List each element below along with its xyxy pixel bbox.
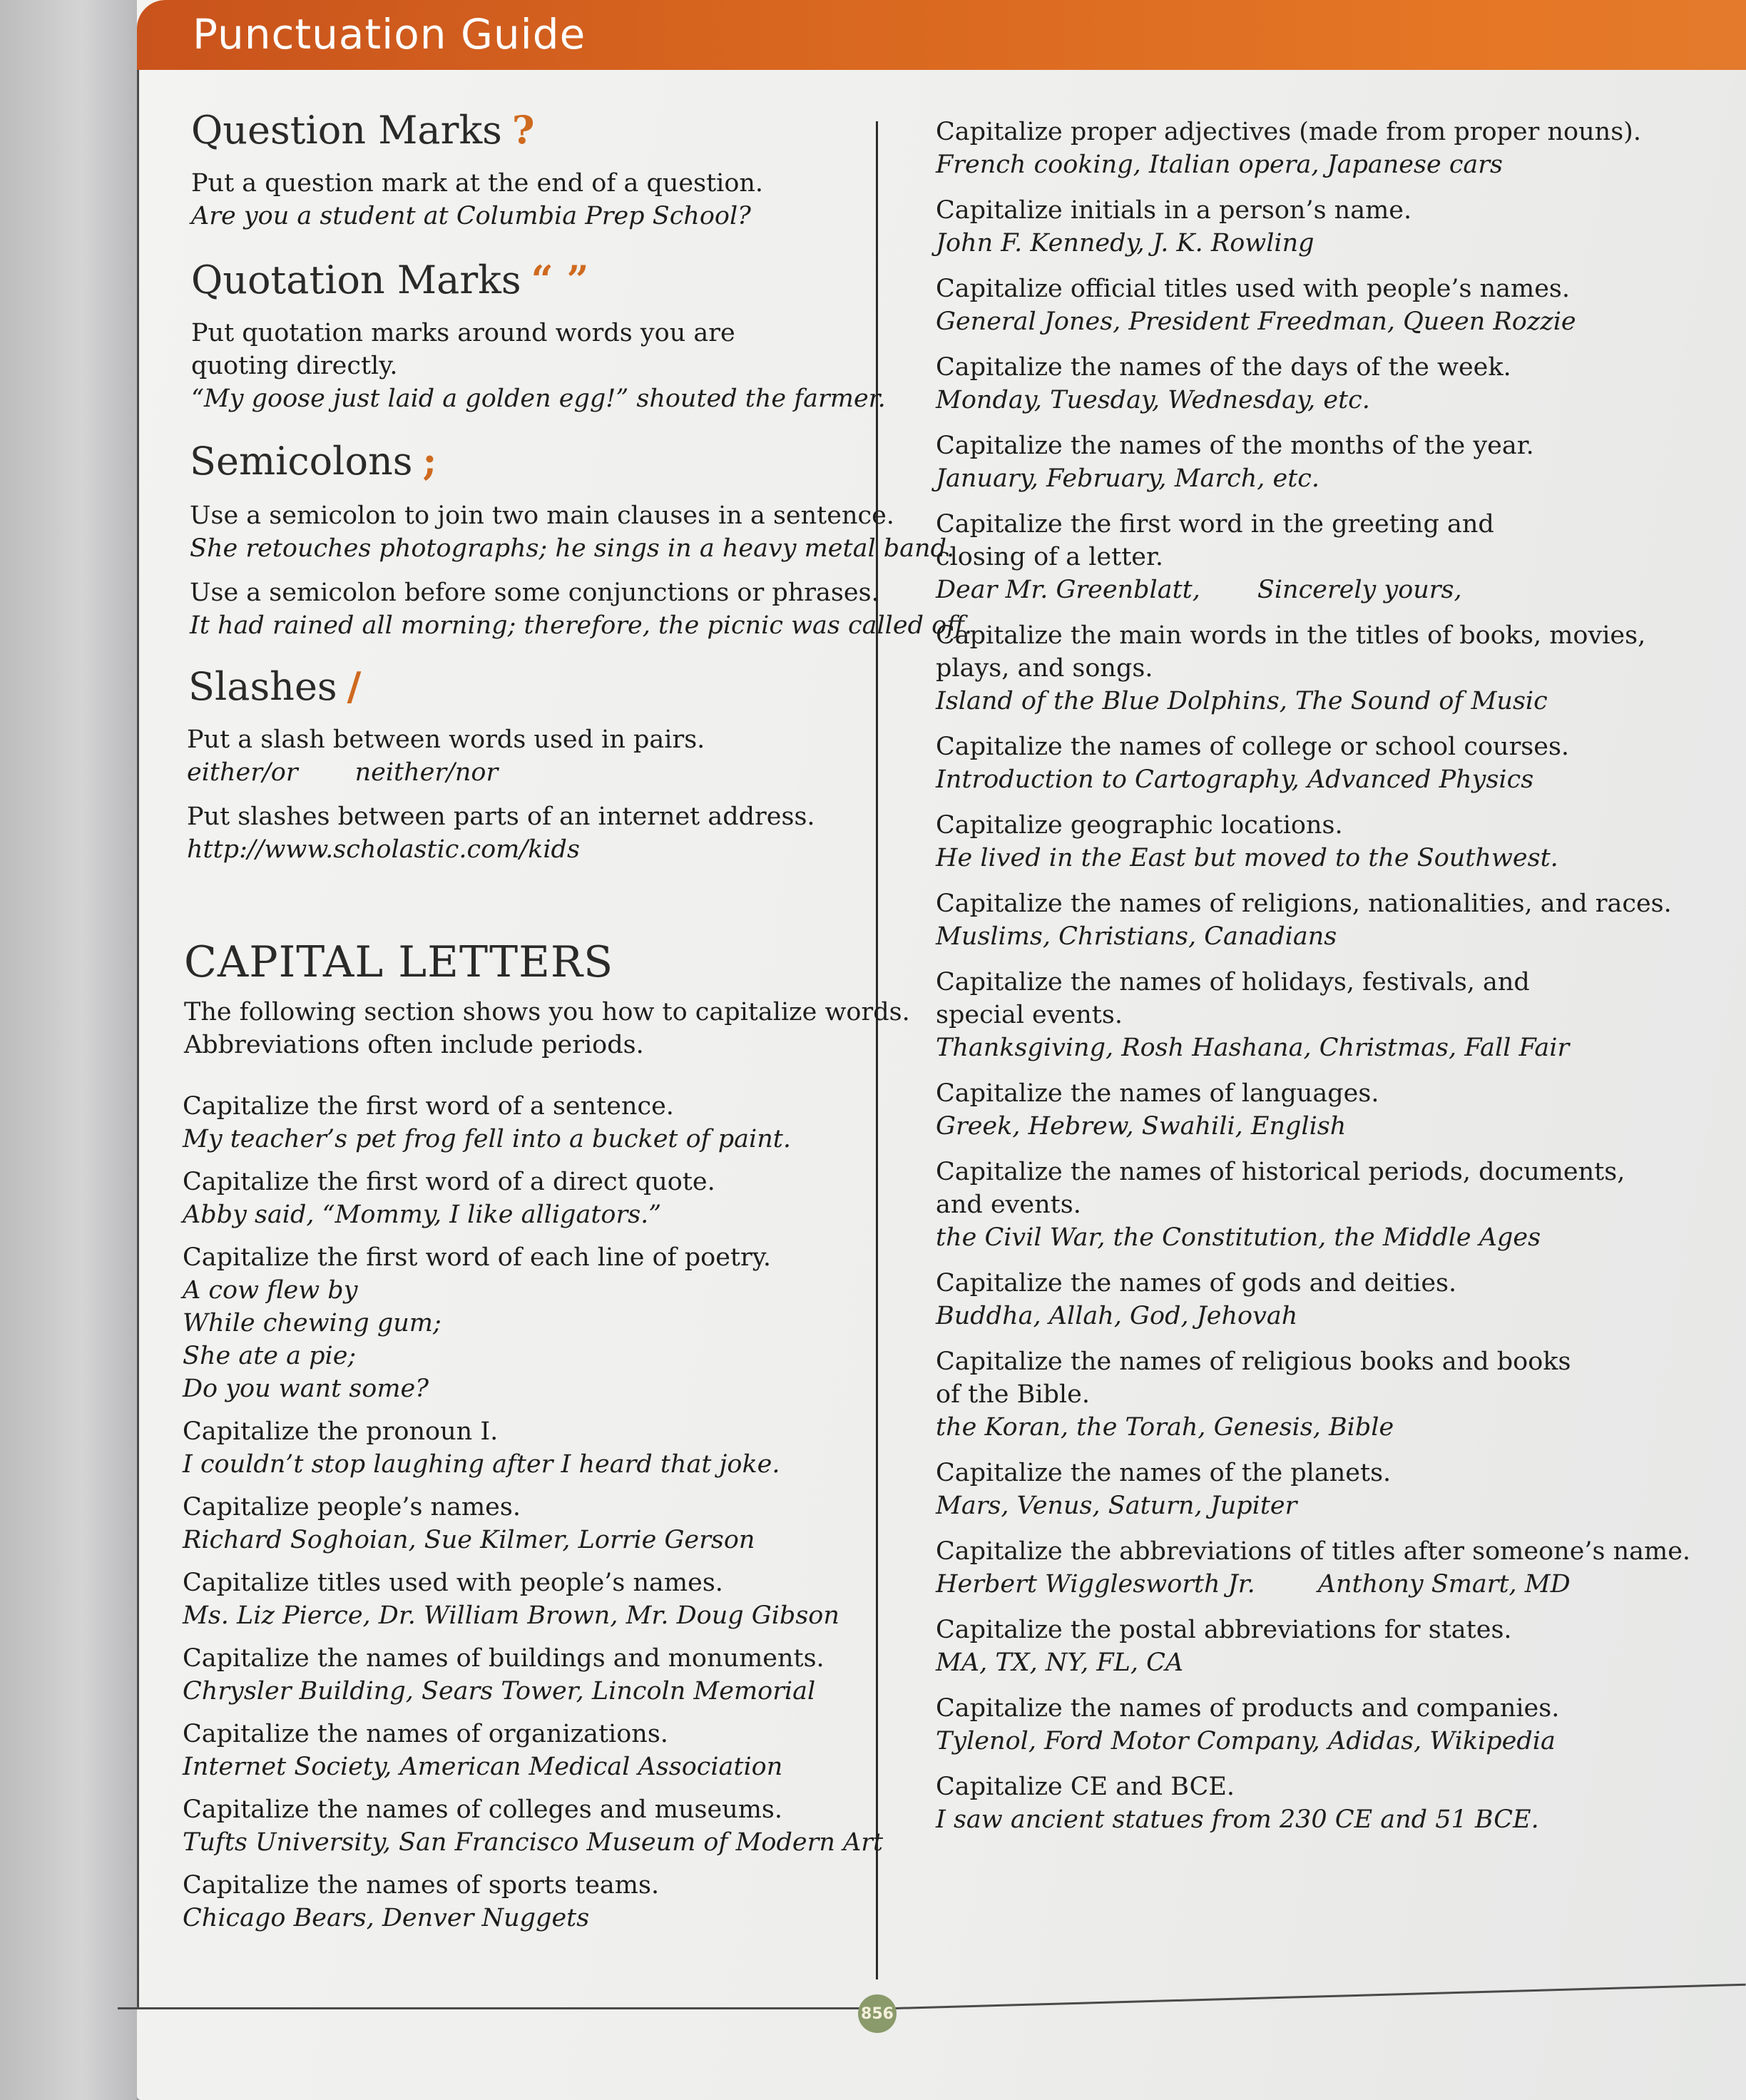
rule-text: Capitalize the names of sports teams.	[183, 1871, 660, 1900]
page-title: Punctuation Guide	[193, 10, 586, 58]
rule-text: Put a slash between words used in pairs.	[187, 725, 705, 754]
rule-text: Capitalize the names of the days of the week.	[936, 353, 1511, 382]
example-text: Thanksgiving, Rosh Hashana, Christmas, Fall Fair	[936, 1034, 1570, 1062]
rule-text: Capitalize titles used with people’s names.	[183, 1569, 723, 1597]
rule-text: Capitalize the pronoun I.	[183, 1417, 499, 1446]
rule-text: Capitalize the main words in the titles of books, movies,	[936, 621, 1646, 650]
example-part: Sincerely yours,	[1257, 576, 1462, 604]
example-text: Buddha, Allah, God, Jehovah	[936, 1302, 1298, 1330]
rule-text: Capitalize CE and BCE.	[936, 1773, 1235, 1801]
rule-text: Capitalize the names of holidays, festivals, and	[936, 968, 1530, 997]
example-text: Abby said, “Mommy, I like alligators.”	[183, 1201, 662, 1229]
example-text: I saw ancient statues from 230 CE and 51 BCE.	[936, 1805, 1539, 1834]
rule-text: Use a semicolon before some conjunctions or phrases.	[190, 578, 879, 607]
semicolon-symbol: ;	[422, 438, 437, 484]
slash-symbol: /	[347, 663, 362, 709]
example-text: Tylenol, Ford Motor Company, Adidas, Wikipedia	[936, 1727, 1556, 1755]
rule-text: Capitalize the names of buildings and monuments.	[183, 1644, 824, 1673]
example-text: Are you a student at Columbia Prep School?	[191, 202, 751, 230]
poem-line: She ate a pie;	[183, 1342, 357, 1370]
example-part: either/or	[187, 758, 298, 787]
example-text: the Koran, the Torah, Genesis, Bible	[936, 1413, 1394, 1442]
rule-text: closing of a letter.	[936, 543, 1163, 571]
poem-line: While chewing gum;	[183, 1309, 441, 1337]
example-text: It had rained all morning; therefore, the picnic was called off.	[190, 611, 973, 640]
capital-rules-right	[936, 116, 1690, 1836]
rule-text: Capitalize the names of religions, nationalities, and races.	[936, 890, 1672, 918]
intro-text: Abbreviations often include periods.	[184, 1031, 644, 1059]
example-text: Greek, Hebrew, Swahili, English	[936, 1112, 1347, 1141]
capital-letters-heading: CAPITAL LETTERS	[184, 937, 614, 987]
example-text: Mars, Venus, Saturn, Jupiter	[936, 1492, 1297, 1520]
intro-text: The following section shows you how to capitalize words.	[184, 998, 910, 1026]
example-text: January, February, March, etc.	[936, 464, 1320, 493]
example-text: http://www.scholastic.com/kids	[187, 835, 580, 864]
example-text: Internet Society, American Medical Association	[183, 1753, 783, 1781]
example-text: French cooking, Italian opera, Japanese cars	[936, 151, 1503, 179]
rule-text: Put quotation marks around words you are	[191, 319, 735, 347]
example-text: Monday, Tuesday, Wednesday, etc.	[936, 386, 1370, 414]
example-part: Herbert Wigglesworth Jr.	[936, 1570, 1255, 1599]
rule-text: Capitalize the names of the planets.	[936, 1459, 1392, 1487]
rule-text: Capitalize the names of colleges and museums.	[183, 1795, 782, 1824]
example-text: the Civil War, the Constitution, the Middle Ages	[936, 1223, 1541, 1252]
rule-text: plays, and songs.	[936, 654, 1153, 683]
example-text: Island of the Blue Dolphins, The Sound of Music	[936, 687, 1548, 715]
rule-text: Capitalize geographic locations.	[936, 811, 1343, 840]
rule-text: quoting directly.	[191, 352, 398, 380]
rule-text: Capitalize people’s names.	[183, 1493, 521, 1522]
example-text: Introduction to Cartography, Advanced Physics	[936, 765, 1534, 794]
heading-text: Quotation Marks	[191, 258, 521, 302]
rule-text: Capitalize the names of gods and deities.	[936, 1269, 1457, 1298]
rule-text: Capitalize proper adjectives (made from proper nouns).	[936, 118, 1641, 146]
rule-text: Put slashes between parts of an internet address.	[187, 802, 815, 831]
rule-text: Put a question mark at the end of a question.	[191, 169, 764, 198]
rule-text: Capitalize the first word of each line of poetry.	[183, 1243, 771, 1272]
example-text: Tufts University, San Francisco Museum of Modern Art	[183, 1828, 884, 1857]
quotation-mark-symbol: “ ”	[531, 257, 589, 302]
example-text: I couldn’t stop laughing after I heard that joke.	[183, 1450, 780, 1479]
question-mark-symbol: ?	[511, 107, 535, 153]
heading-text: Question Marks	[191, 108, 502, 153]
example-part: neither/nor	[354, 758, 499, 787]
example-text	[936, 574, 1690, 606]
example-part: Anthony Smart, MD	[1317, 1570, 1571, 1599]
rule-text: Capitalize the names of the months of the year.	[936, 432, 1534, 460]
rule-text: Capitalize the names of religious books and books	[936, 1347, 1571, 1376]
rule-text: Capitalize the first word in the greeting and	[936, 510, 1494, 539]
rule-text: Capitalize the names of college or school courses.	[936, 733, 1570, 761]
page-number-badge: 856	[858, 1994, 897, 2033]
rule-text: Use a semicolon to join two main clauses in a sentence.	[190, 501, 894, 530]
example-text: “My goose just laid a golden egg!” shouted the farmer.	[191, 384, 886, 413]
example-text: John F. Kennedy, J. K. Rowling	[936, 229, 1314, 258]
rule-text: Capitalize initials in a person’s name.	[936, 196, 1412, 225]
poem-line: A cow flew by	[183, 1276, 358, 1305]
rule-text: Capitalize the names of languages.	[936, 1079, 1379, 1108]
rule-text: Capitalize the names of historical periods, documents,	[936, 1158, 1625, 1186]
rule-text: Capitalize the first word of a sentence.	[183, 1092, 674, 1121]
example-text: He lived in the East but moved to the Southwest.	[936, 844, 1558, 872]
example-text: She retouches photographs; he sings in a heavy metal band.	[190, 534, 955, 563]
example-text: Richard Soghoian, Sue Kilmer, Lorrie Gerson	[183, 1526, 755, 1554]
heading-text: Semicolons	[190, 439, 413, 484]
example-part: Dear Mr. Greenblatt,	[936, 576, 1200, 604]
example-text: MA, TX, NY, FL, CA	[936, 1648, 1184, 1677]
example-text: My teacher’s pet frog fell into a bucket of paint.	[183, 1125, 791, 1153]
rule-text: special events.	[936, 1001, 1123, 1029]
example-text: Chicago Bears, Denver Nuggets	[183, 1904, 590, 1932]
rule-text: Capitalize the first word of a direct quote.	[183, 1168, 715, 1196]
rule-text: Capitalize official titles used with people’s names.	[936, 275, 1571, 303]
poem-line: Do you want some?	[183, 1375, 429, 1403]
example-text: General Jones, President Freedman, Queen Rozzie	[936, 307, 1576, 336]
example-text: Chrysler Building, Sears Tower, Lincoln Memorial	[183, 1677, 816, 1706]
rule-text: of the Bible.	[936, 1380, 1090, 1409]
rule-text: and events.	[936, 1191, 1081, 1219]
rule-text: Capitalize the names of products and companies.	[936, 1694, 1560, 1723]
example-text	[936, 1568, 1690, 1601]
example-text: Muslims, Christians, Canadians	[936, 922, 1337, 951]
rule-text: Capitalize the names of organizations.	[183, 1720, 668, 1748]
rule-text: Capitalize the abbreviations of titles after someone’s name.	[936, 1537, 1691, 1566]
heading-text: Slashes	[188, 664, 337, 709]
rule-text: Capitalize the postal abbreviations for states.	[936, 1616, 1512, 1644]
example-text: Ms. Liz Pierce, Dr. William Brown, Mr. Doug Gibson	[183, 1601, 839, 1630]
